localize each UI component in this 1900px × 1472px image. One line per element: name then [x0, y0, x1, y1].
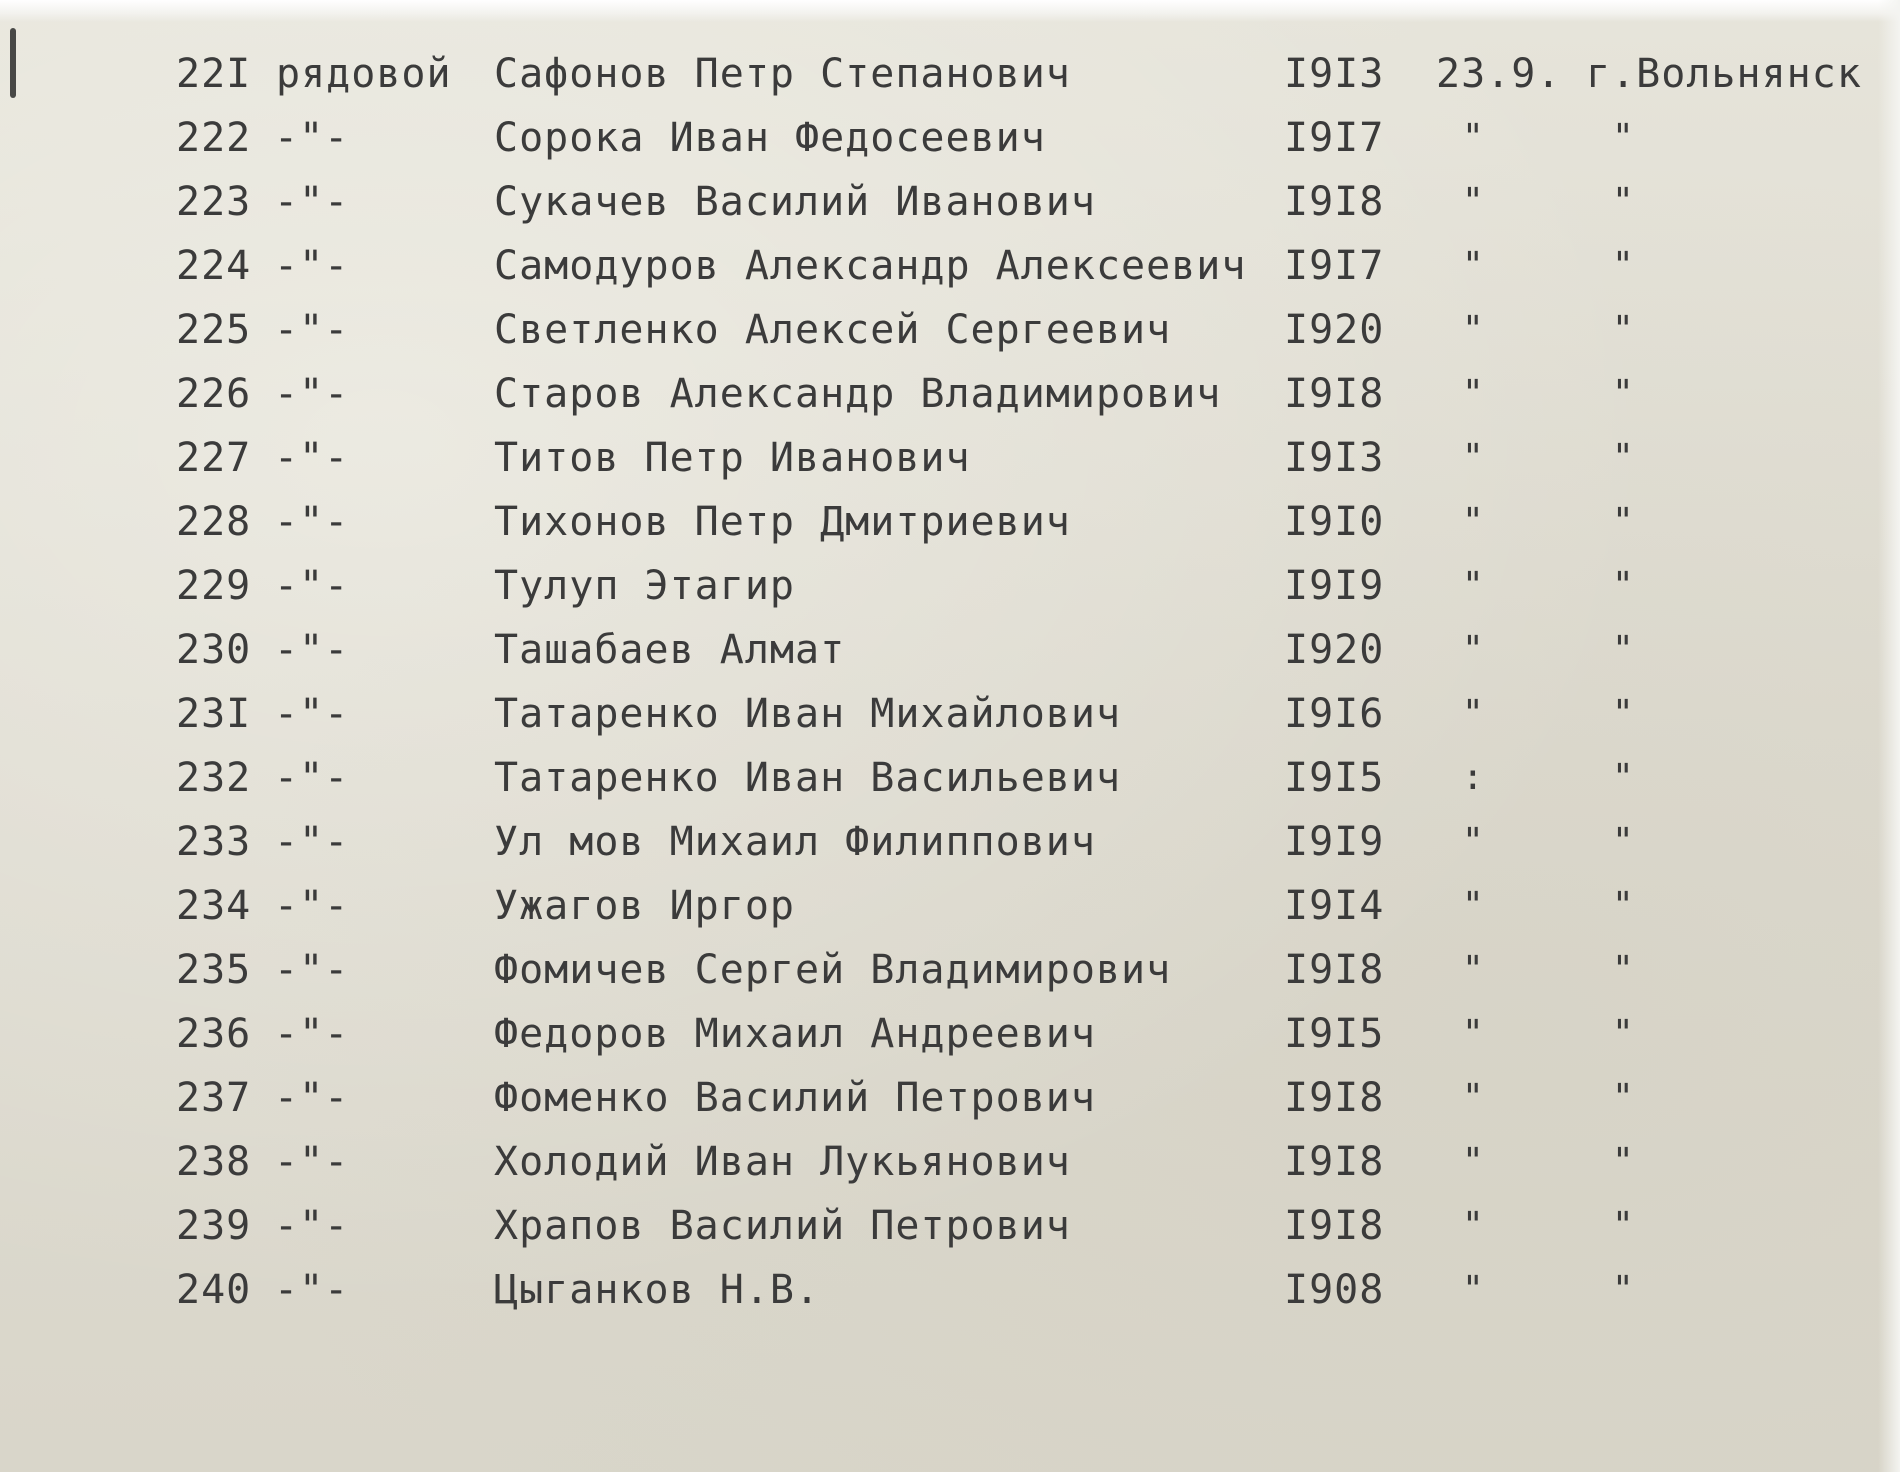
record-year: I9I5	[1284, 1011, 1385, 1057]
table-row	[0, 490, 1900, 554]
record-place: "	[1612, 245, 1635, 286]
record-rank: -"-	[274, 755, 350, 801]
record-place: "	[1612, 181, 1635, 222]
record-date: "	[1462, 1013, 1485, 1054]
record-date: "	[1462, 245, 1485, 286]
record-date: "	[1462, 501, 1485, 542]
record-year: I9I8	[1284, 179, 1385, 225]
record-name: Тулуп Этагир	[494, 563, 795, 609]
record-date: :	[1462, 757, 1485, 798]
record-number: 224	[176, 243, 252, 289]
record-rank: -"-	[274, 819, 350, 865]
record-rank: -"-	[274, 563, 350, 609]
record-rank: -"-	[274, 691, 350, 737]
record-name: Светленко Алексей Сергеевич	[494, 307, 1172, 353]
record-rank: -"-	[274, 179, 350, 225]
record-year: I9I8	[1284, 371, 1385, 417]
record-number: 235	[176, 947, 252, 993]
record-year: I908	[1284, 1267, 1385, 1313]
record-year: I9I9	[1284, 819, 1385, 865]
record-place: "	[1612, 1013, 1635, 1054]
record-date: "	[1462, 693, 1485, 734]
record-year: I9I8	[1284, 1075, 1385, 1121]
record-name: Ул мов Михаил Филиппович	[494, 819, 1096, 865]
record-number: 227	[176, 435, 252, 481]
record-year: I9I8	[1284, 947, 1385, 993]
record-rank: -"-	[274, 1075, 350, 1121]
record-year: I920	[1284, 307, 1385, 353]
record-number: 22I	[176, 51, 252, 97]
record-number: 234	[176, 883, 252, 929]
table-row	[0, 1002, 1900, 1066]
record-rank: -"-	[274, 1267, 350, 1313]
record-place: "	[1612, 629, 1635, 670]
record-place: "	[1612, 309, 1635, 350]
record-date: "	[1462, 117, 1485, 158]
record-date: "	[1462, 1205, 1485, 1246]
record-place: "	[1612, 821, 1635, 862]
record-number: 23I	[176, 691, 252, 737]
record-place: "	[1612, 885, 1635, 926]
record-place: "	[1612, 757, 1635, 798]
record-place: "	[1612, 1141, 1635, 1182]
record-name: Ужагов Иргор	[494, 883, 795, 929]
record-place: "	[1612, 1205, 1635, 1246]
record-date: "	[1462, 949, 1485, 990]
table-row	[0, 426, 1900, 490]
paper-top-edge	[0, 0, 1900, 22]
record-date: "	[1462, 885, 1485, 926]
table-row	[0, 1066, 1900, 1130]
record-date: "	[1462, 181, 1485, 222]
record-name: Фоменко Василий Петрович	[494, 1075, 1096, 1121]
record-number: 225	[176, 307, 252, 353]
table-row	[0, 170, 1900, 234]
table-row	[0, 1258, 1900, 1322]
record-name: Татаренко Иван Васильевич	[494, 755, 1122, 801]
record-year: I9I8	[1284, 1139, 1385, 1185]
record-number: 237	[176, 1075, 252, 1121]
record-name: Ташабаев Алмат	[494, 627, 846, 673]
table-row	[0, 42, 1900, 106]
record-rank: -"-	[274, 947, 350, 993]
record-number: 226	[176, 371, 252, 417]
record-date: "	[1462, 309, 1485, 350]
table-row	[0, 746, 1900, 810]
record-rank: -"-	[274, 883, 350, 929]
record-date: "	[1462, 821, 1485, 862]
record-rank: -"-	[274, 1203, 350, 1249]
record-number: 222	[176, 115, 252, 161]
record-year: I9I9	[1284, 563, 1385, 609]
table-row	[0, 554, 1900, 618]
record-year: I9I4	[1284, 883, 1385, 929]
record-number: 232	[176, 755, 252, 801]
table-row	[0, 362, 1900, 426]
record-place: г.Вольнянск	[1586, 51, 1862, 97]
record-rank: -"-	[274, 307, 350, 353]
record-name: Сукачев Василий Иванович	[494, 179, 1096, 225]
record-place: "	[1612, 1269, 1635, 1310]
record-rank: -"-	[274, 371, 350, 417]
record-name: Старов Александр Владимирович	[494, 371, 1222, 417]
record-place: "	[1612, 565, 1635, 606]
record-place: "	[1612, 501, 1635, 542]
record-year: I9I0	[1284, 499, 1385, 545]
record-name: Тихонов Петр Дмитриевич	[494, 499, 1071, 545]
record-year: I9I6	[1284, 691, 1385, 737]
record-rank: -"-	[274, 115, 350, 161]
record-name: Фомичев Сергей Владимирович	[494, 947, 1172, 993]
record-name: Самодуров Александр Алексеевич	[494, 243, 1247, 289]
record-date: "	[1462, 629, 1485, 670]
record-name: Храпов Василий Петрович	[494, 1203, 1071, 1249]
table-row	[0, 938, 1900, 1002]
record-place: "	[1612, 437, 1635, 478]
record-rank: -"-	[274, 243, 350, 289]
record-rank: -"-	[274, 435, 350, 481]
table-row	[0, 298, 1900, 362]
record-year: I9I8	[1284, 1203, 1385, 1249]
record-year: I9I3	[1284, 51, 1385, 97]
record-rank: рядовой	[276, 51, 452, 97]
record-year: I9I5	[1284, 755, 1385, 801]
record-number: 233	[176, 819, 252, 865]
record-year: I9I7	[1284, 243, 1385, 289]
record-rank: -"-	[274, 1011, 350, 1057]
record-rank: -"-	[274, 499, 350, 545]
table-row	[0, 1194, 1900, 1258]
record-date: "	[1462, 565, 1485, 606]
record-number: 236	[176, 1011, 252, 1057]
record-date: "	[1462, 373, 1485, 414]
table-row	[0, 106, 1900, 170]
table-row	[0, 874, 1900, 938]
record-date: "	[1462, 1141, 1485, 1182]
record-number: 238	[176, 1139, 252, 1185]
record-year: I9I7	[1284, 115, 1385, 161]
record-number: 239	[176, 1203, 252, 1249]
record-place: "	[1612, 693, 1635, 734]
record-year: I9I3	[1284, 435, 1385, 481]
record-name: Федоров Михаил Андреевич	[494, 1011, 1096, 1057]
record-name: Цыганков Н.В.	[494, 1267, 821, 1313]
record-name: Сорока Иван Федосеевич	[494, 115, 1046, 161]
record-number: 230	[176, 627, 252, 673]
table-row	[0, 1130, 1900, 1194]
record-place: "	[1612, 373, 1635, 414]
record-name: Титов Петр Иванович	[494, 435, 971, 481]
record-name: Сафонов Петр Степанович	[494, 51, 1071, 97]
record-number: 223	[176, 179, 252, 225]
record-number: 240	[176, 1267, 252, 1313]
record-number: 229	[176, 563, 252, 609]
record-rank: -"-	[274, 627, 350, 673]
record-date: 23.9.	[1436, 51, 1562, 97]
record-name: Татаренко Иван Михайлович	[494, 691, 1122, 737]
record-date: "	[1462, 437, 1485, 478]
record-place: "	[1612, 949, 1635, 990]
record-place: "	[1612, 117, 1635, 158]
table-row	[0, 234, 1900, 298]
table-row	[0, 618, 1900, 682]
table-row	[0, 682, 1900, 746]
record-year: I920	[1284, 627, 1385, 673]
record-date: "	[1462, 1077, 1485, 1118]
record-name: Холодий Иван Лукьянович	[494, 1139, 1071, 1185]
record-date: "	[1462, 1269, 1485, 1310]
table-row	[0, 810, 1900, 874]
record-place: "	[1612, 1077, 1635, 1118]
record-number: 228	[176, 499, 252, 545]
record-rank: -"-	[274, 1139, 350, 1185]
